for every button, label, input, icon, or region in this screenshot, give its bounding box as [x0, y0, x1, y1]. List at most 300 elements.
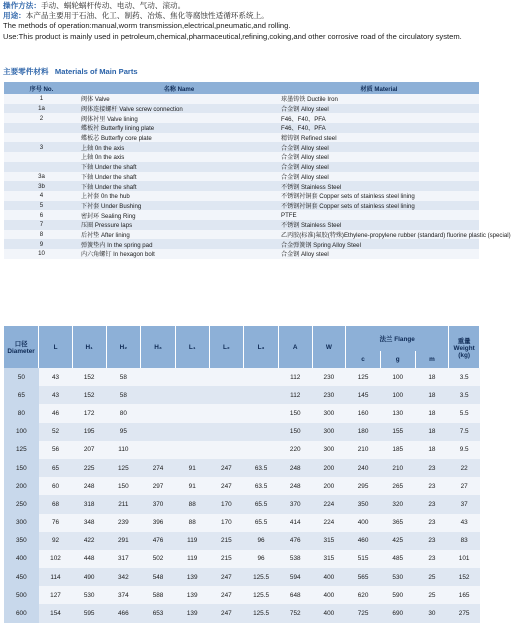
- part-no: 3: [4, 142, 79, 152]
- dimensions-table: [4, 326, 480, 623]
- table-row: [4, 230, 479, 240]
- dim-cell: 139: [175, 586, 209, 604]
- dim-cell: 239: [106, 514, 141, 532]
- dim-cell: 23: [415, 532, 449, 550]
- dim-cell: 101: [449, 550, 480, 568]
- table-row: [4, 514, 480, 532]
- table-row: [4, 249, 479, 259]
- dim-cell: 50: [4, 368, 39, 386]
- dim-cell: 23: [415, 459, 449, 477]
- dim-cell: 240: [346, 459, 381, 477]
- dim-cell: 295: [346, 477, 381, 495]
- part-no: [4, 162, 79, 172]
- dim-cell: 18: [415, 368, 449, 386]
- dim-cell: 30: [415, 604, 449, 622]
- dim-cell: 23: [415, 495, 449, 513]
- dim-cell: 3.5: [449, 368, 480, 386]
- table-row: [4, 133, 479, 143]
- dim-cell: 265: [380, 477, 415, 495]
- dim-cell: 63.5: [244, 477, 279, 495]
- dim-cell: 400: [346, 514, 381, 532]
- part-no: 1a: [4, 104, 79, 114]
- dim-cell: 448: [72, 550, 106, 568]
- dim-cell: 58: [106, 386, 141, 404]
- dim-cell: 83: [449, 532, 480, 550]
- dim-cell: 320: [380, 495, 415, 513]
- dim-cell: 96: [244, 550, 279, 568]
- dim-cell: 210: [380, 459, 415, 477]
- dim-cell: 500: [4, 586, 39, 604]
- dim-cell: 414: [278, 514, 312, 532]
- dim-cell: 23: [415, 514, 449, 532]
- dim-cell: 152: [72, 368, 106, 386]
- dim-cell: [209, 368, 244, 386]
- part-material: 不锈钢衬铜套 Copper sets of stainless steel lining: [279, 201, 479, 211]
- dim-cell: 76: [39, 514, 73, 532]
- part-name: 蝶板衬 Butterfly lining plate: [79, 123, 279, 133]
- part-material: 精铸钢 Refined steel: [279, 133, 479, 143]
- dim-cell: 65.5: [244, 495, 279, 513]
- dim-cell: 207: [72, 441, 106, 459]
- dim-cell: 56: [39, 441, 73, 459]
- dim-cell: 160: [346, 404, 381, 422]
- part-name: 蝶板芯 Butterfly core plate: [79, 133, 279, 143]
- dim-cell: 590: [380, 586, 415, 604]
- operation-line-cn: [3, 1, 481, 11]
- part-material: 不锈钢 Stainless Steel: [279, 181, 479, 191]
- dim-cell: 247: [209, 604, 244, 622]
- dim-cell: 80: [106, 404, 141, 422]
- dim-cell: 65: [4, 386, 39, 404]
- dim-cell: 60: [39, 477, 73, 495]
- part-material: 合金钢 Alloy steel: [279, 104, 479, 114]
- part-material: 合金钢 Alloy steel: [279, 162, 479, 172]
- dim-cell: [209, 441, 244, 459]
- dim-cell: [175, 386, 209, 404]
- dim-cell: 23: [415, 550, 449, 568]
- table-row: [4, 586, 480, 604]
- table-row: [4, 495, 480, 513]
- part-material: 不锈钢衬铜套 Copper sets of stainless steel lining: [279, 191, 479, 201]
- dim-cell: 230: [312, 386, 346, 404]
- table-row: [4, 441, 480, 459]
- dim-cell: 374: [106, 586, 141, 604]
- part-material: 合金钢 Alloy steel: [279, 249, 479, 259]
- header-l: L: [39, 326, 73, 368]
- dim-cell: [244, 368, 279, 386]
- dim-cell: 250: [4, 495, 39, 513]
- dim-cell: 150: [278, 404, 312, 422]
- dim-cell: 170: [209, 495, 244, 513]
- dim-cell: 225: [72, 459, 106, 477]
- part-name: 上衬套 0n the hub: [79, 191, 279, 201]
- dim-cell: 300: [312, 441, 346, 459]
- dim-cell: [175, 423, 209, 441]
- dim-cell: 114: [39, 568, 73, 586]
- dim-cell: 150: [4, 459, 39, 477]
- dim-cell: 127: [39, 586, 73, 604]
- header-h2: H₂: [106, 326, 141, 368]
- dim-cell: 185: [380, 441, 415, 459]
- part-name: 下轴 Under the shaft: [79, 172, 279, 182]
- table-row: [4, 404, 480, 422]
- table-row: [4, 239, 479, 249]
- dim-cell: 112: [278, 368, 312, 386]
- dim-cell: 152: [72, 386, 106, 404]
- dim-cell: 65.5: [244, 514, 279, 532]
- dim-cell: 300: [4, 514, 39, 532]
- dim-cell: 400: [312, 586, 346, 604]
- dim-cell: 200: [312, 477, 346, 495]
- dim-cell: 502: [141, 550, 176, 568]
- dim-cell: 588: [141, 586, 176, 604]
- table-row: [4, 104, 479, 114]
- table-row: [4, 210, 479, 220]
- part-no: [4, 152, 79, 162]
- part-name: 后衬垫 After lining: [79, 230, 279, 240]
- dim-cell: 65: [39, 459, 73, 477]
- table-row: [4, 201, 479, 211]
- dim-cell: 370: [141, 495, 176, 513]
- part-no: 3a: [4, 172, 79, 182]
- dim-cell: 595: [72, 604, 106, 622]
- dim-cell: 139: [175, 604, 209, 622]
- dim-cell: 27: [449, 477, 480, 495]
- dim-cell: 460: [346, 532, 381, 550]
- part-no: 3b: [4, 181, 79, 191]
- dim-cell: 125.5: [244, 568, 279, 586]
- dim-cell: 476: [141, 532, 176, 550]
- dim-cell: 215: [209, 532, 244, 550]
- dim-cell: 46: [39, 404, 73, 422]
- dim-cell: 653: [141, 604, 176, 622]
- dim-cell: 315: [312, 532, 346, 550]
- section-title-en: Materials of Main Parts: [54, 67, 138, 76]
- table-row: [4, 477, 480, 495]
- dim-cell: 63.5: [244, 459, 279, 477]
- dim-cell: 88: [175, 514, 209, 532]
- part-name: 下轴 Under the shaft: [79, 162, 279, 172]
- dim-cell: 92: [39, 532, 73, 550]
- part-name: 上轴 0n the axis: [79, 142, 279, 152]
- dim-cell: 145: [346, 386, 381, 404]
- part-no: 9: [4, 239, 79, 249]
- use-line-en: Use:This product is mainly used in petroleum,chemical,pharmaceutical,refining,coking,and other corrosive road of the circulatory system.: [3, 31, 462, 41]
- dim-cell: [244, 423, 279, 441]
- dim-cell: 7.5: [449, 423, 480, 441]
- dim-cell: 9.5: [449, 441, 480, 459]
- dim-cell: 165: [449, 586, 480, 604]
- dim-cell: 100: [4, 423, 39, 441]
- part-material: F46、F40、PFA: [279, 123, 479, 133]
- dim-cell: 150: [106, 477, 141, 495]
- dim-cell: 25: [415, 586, 449, 604]
- dim-cell: 342: [106, 568, 141, 586]
- dim-cell: 275: [449, 604, 480, 622]
- dim-cell: 110: [106, 441, 141, 459]
- dim-cell: 690: [380, 604, 415, 622]
- table-row: [4, 604, 480, 622]
- dim-cell: [141, 386, 176, 404]
- use-text: 本产品主要用于石油、化工、制药、冶炼、焦化等腐蚀性适循环系统上。: [25, 11, 269, 21]
- dim-cell: 220: [278, 441, 312, 459]
- dim-cell: 348: [72, 514, 106, 532]
- header-l2: L₂: [209, 326, 244, 368]
- part-material: 不锈钢 Stainless Steel: [279, 220, 479, 230]
- operation-label: 操作方法：: [3, 1, 41, 10]
- table-row: [4, 386, 480, 404]
- dim-cell: 300: [312, 404, 346, 422]
- dim-cell: 300: [312, 423, 346, 441]
- dim-cell: 125.5: [244, 604, 279, 622]
- dim-cell: 18: [415, 423, 449, 441]
- dim-cell: 350: [346, 495, 381, 513]
- dim-cell: 400: [4, 550, 39, 568]
- dim-cell: 125: [346, 368, 381, 386]
- dim-cell: 139: [175, 568, 209, 586]
- materials-header-row: [4, 82, 479, 94]
- dim-cell: 370: [278, 495, 312, 513]
- dim-cell: 152: [449, 568, 480, 586]
- dim-cell: 91: [175, 459, 209, 477]
- dim-cell: 725: [346, 604, 381, 622]
- dim-cell: 450: [4, 568, 39, 586]
- dim-cell: 530: [380, 568, 415, 586]
- dim-cell: 200: [312, 459, 346, 477]
- dim-cell: 224: [312, 514, 346, 532]
- dim-cell: 548: [141, 568, 176, 586]
- dim-cell: 154: [39, 604, 73, 622]
- dim-cell: 648: [278, 586, 312, 604]
- dim-cell: 291: [106, 532, 141, 550]
- part-name: 阀体 Valve: [79, 94, 279, 104]
- dim-cell: 125: [4, 441, 39, 459]
- dim-cell: 43: [39, 368, 73, 386]
- dim-cell: 119: [175, 532, 209, 550]
- part-material: 合金弹簧钢 Spring Alloy Steel: [279, 239, 479, 249]
- part-name: 下轴 Under the shaft: [79, 181, 279, 191]
- part-name: 阀体衬里 Valve lining: [79, 113, 279, 123]
- dim-cell: [141, 368, 176, 386]
- header-h3: H₃: [141, 326, 176, 368]
- dim-cell: 248: [278, 459, 312, 477]
- dim-cell: 95: [106, 423, 141, 441]
- dim-cell: [175, 441, 209, 459]
- dim-cell: 248: [72, 477, 106, 495]
- header-flange-m: m: [415, 351, 449, 368]
- table-row: [4, 532, 480, 550]
- dim-cell: 43: [449, 514, 480, 532]
- dim-cell: 425: [380, 532, 415, 550]
- dim-cell: [141, 441, 176, 459]
- dim-cell: [209, 423, 244, 441]
- dim-cell: 22: [449, 459, 480, 477]
- dim-cell: 58: [106, 368, 141, 386]
- dim-cell: 150: [278, 423, 312, 441]
- dim-cell: 23: [415, 477, 449, 495]
- part-material: 球墨铸铁 Ductile Iron: [279, 94, 479, 104]
- dim-cell: 318: [72, 495, 106, 513]
- dim-cell: 274: [141, 459, 176, 477]
- dim-cell: 490: [72, 568, 106, 586]
- dim-cell: [209, 386, 244, 404]
- dim-cell: 18: [415, 441, 449, 459]
- part-name: 阀体连接螺杆 Valve screw connection: [79, 104, 279, 114]
- dim-cell: [244, 404, 279, 422]
- dim-cell: 25: [415, 568, 449, 586]
- part-material: 乙丙胶(标准)氟胶(特殊)Ethylene-propylene rubber (standard) fluorine plastic (special): [279, 230, 479, 240]
- use-label: 用途：: [3, 11, 26, 21]
- header-l1: L₁: [175, 326, 209, 368]
- table-row: [4, 368, 480, 386]
- dim-cell: 195: [72, 423, 106, 441]
- dim-cell: 317: [106, 550, 141, 568]
- dim-cell: [244, 386, 279, 404]
- dim-cell: 230: [312, 368, 346, 386]
- dim-cell: 396: [141, 514, 176, 532]
- dim-cell: 43: [39, 386, 73, 404]
- table-row: [4, 123, 479, 133]
- section-title: [3, 66, 138, 77]
- dim-cell: [141, 404, 176, 422]
- header-a: A: [278, 326, 312, 368]
- part-material: 合金钢 Alloy steel: [279, 152, 479, 162]
- dim-cell: 80: [4, 404, 39, 422]
- dim-cell: 247: [209, 477, 244, 495]
- table-row: [4, 94, 479, 104]
- header-weight: 重量 Weight (kg): [449, 326, 480, 368]
- dim-cell: 538: [278, 550, 312, 568]
- part-name: 内六角螺钉 In hexagon bolt: [79, 249, 279, 259]
- header-h1: H₁: [72, 326, 106, 368]
- dim-cell: 100: [380, 368, 415, 386]
- part-material: 合金钢 Alloy steel: [279, 172, 479, 182]
- table-row: [4, 172, 479, 182]
- dim-cell: 88: [175, 495, 209, 513]
- dim-cell: 600: [4, 604, 39, 622]
- part-material: F46、F40、PFA: [279, 113, 479, 123]
- dim-cell: 565: [346, 568, 381, 586]
- dim-cell: 68: [39, 495, 73, 513]
- dim-cell: 211: [106, 495, 141, 513]
- table-row: [4, 220, 479, 230]
- dim-cell: 315: [312, 550, 346, 568]
- section-title-cn: 主要零件材料: [3, 67, 49, 76]
- part-material: 合金钢 Alloy steel: [279, 142, 479, 152]
- table-row: [4, 113, 479, 123]
- dim-cell: 210: [346, 441, 381, 459]
- part-name: 上轴 0n the axis: [79, 152, 279, 162]
- part-name: 下衬套 Under Bushing: [79, 201, 279, 211]
- table-row: [4, 568, 480, 586]
- dim-cell: [209, 404, 244, 422]
- dim-cell: 37: [449, 495, 480, 513]
- dim-cell: 119: [175, 550, 209, 568]
- dim-cell: 365: [380, 514, 415, 532]
- table-row: [4, 423, 480, 441]
- header-no: 序号 No.: [4, 82, 79, 94]
- part-no: 2: [4, 113, 79, 123]
- dim-cell: [244, 441, 279, 459]
- part-no: 8: [4, 230, 79, 240]
- table-row: [4, 550, 480, 568]
- dim-cell: 130: [380, 404, 415, 422]
- dim-cell: 515: [346, 550, 381, 568]
- dim-cell: 247: [209, 568, 244, 586]
- header-l3: L₃: [244, 326, 279, 368]
- table-row: [4, 459, 480, 477]
- dim-cell: 422: [72, 532, 106, 550]
- part-name: 压圈 Pressure laps: [79, 220, 279, 230]
- operation-line-en: The methods of operation:manual,worm transmission,electrical,pneumatic,and rolling.: [3, 21, 291, 31]
- part-no: [4, 123, 79, 133]
- table-row: [4, 162, 479, 172]
- operation-text: 手动、蜗轮蜗杆传动、电动、气动、滚动。: [40, 1, 186, 10]
- dim-cell: 248: [278, 477, 312, 495]
- materials-table: [4, 82, 511, 259]
- part-no: 7: [4, 220, 79, 230]
- part-no: 4: [4, 191, 79, 201]
- dim-cell: 297: [141, 477, 176, 495]
- dim-cell: 476: [278, 532, 312, 550]
- header-diameter: 口径 Diameter: [4, 326, 39, 368]
- dim-cell: 247: [209, 459, 244, 477]
- dim-cell: 112: [278, 386, 312, 404]
- dim-cell: 125: [106, 459, 141, 477]
- table-row: [4, 142, 479, 152]
- dim-cell: 102: [39, 550, 73, 568]
- dim-cell: 100: [380, 386, 415, 404]
- dim-cell: 620: [346, 586, 381, 604]
- table-row: [4, 191, 479, 201]
- part-name: 密封环 Sealing Ring: [79, 210, 279, 220]
- dim-cell: 752: [278, 604, 312, 622]
- part-name: 弹簧垫内 In the spring pad: [79, 239, 279, 249]
- header-name: 名称 Name: [79, 82, 279, 94]
- dim-cell: 180: [346, 423, 381, 441]
- part-no: 10: [4, 249, 79, 259]
- dim-cell: 350: [4, 532, 39, 550]
- use-line-cn: [3, 11, 481, 21]
- dim-cell: 466: [106, 604, 141, 622]
- dim-cell: 5.5: [449, 404, 480, 422]
- dim-cell: 400: [312, 568, 346, 586]
- dim-cell: 224: [312, 495, 346, 513]
- part-no: 5: [4, 201, 79, 211]
- part-material: PTFE: [279, 210, 479, 220]
- dim-cell: 200: [4, 477, 39, 495]
- dim-cell: 594: [278, 568, 312, 586]
- header-material: 材质 Material: [279, 82, 479, 94]
- part-no: 6: [4, 210, 79, 220]
- dim-cell: [175, 368, 209, 386]
- table-row: [4, 181, 479, 191]
- header-w: W: [312, 326, 346, 368]
- dim-cell: 172: [72, 404, 106, 422]
- dim-cell: 96: [244, 532, 279, 550]
- header-flange: 法兰 Flange: [346, 326, 449, 351]
- dim-cell: 170: [209, 514, 244, 532]
- dim-cell: [175, 404, 209, 422]
- dim-cell: 125.5: [244, 586, 279, 604]
- dim-cell: 155: [380, 423, 415, 441]
- part-no: 1: [4, 94, 79, 104]
- table-row: [4, 152, 479, 162]
- dim-cell: 400: [312, 604, 346, 622]
- dim-cell: [141, 423, 176, 441]
- dim-cell: 530: [72, 586, 106, 604]
- dim-cell: 18: [415, 404, 449, 422]
